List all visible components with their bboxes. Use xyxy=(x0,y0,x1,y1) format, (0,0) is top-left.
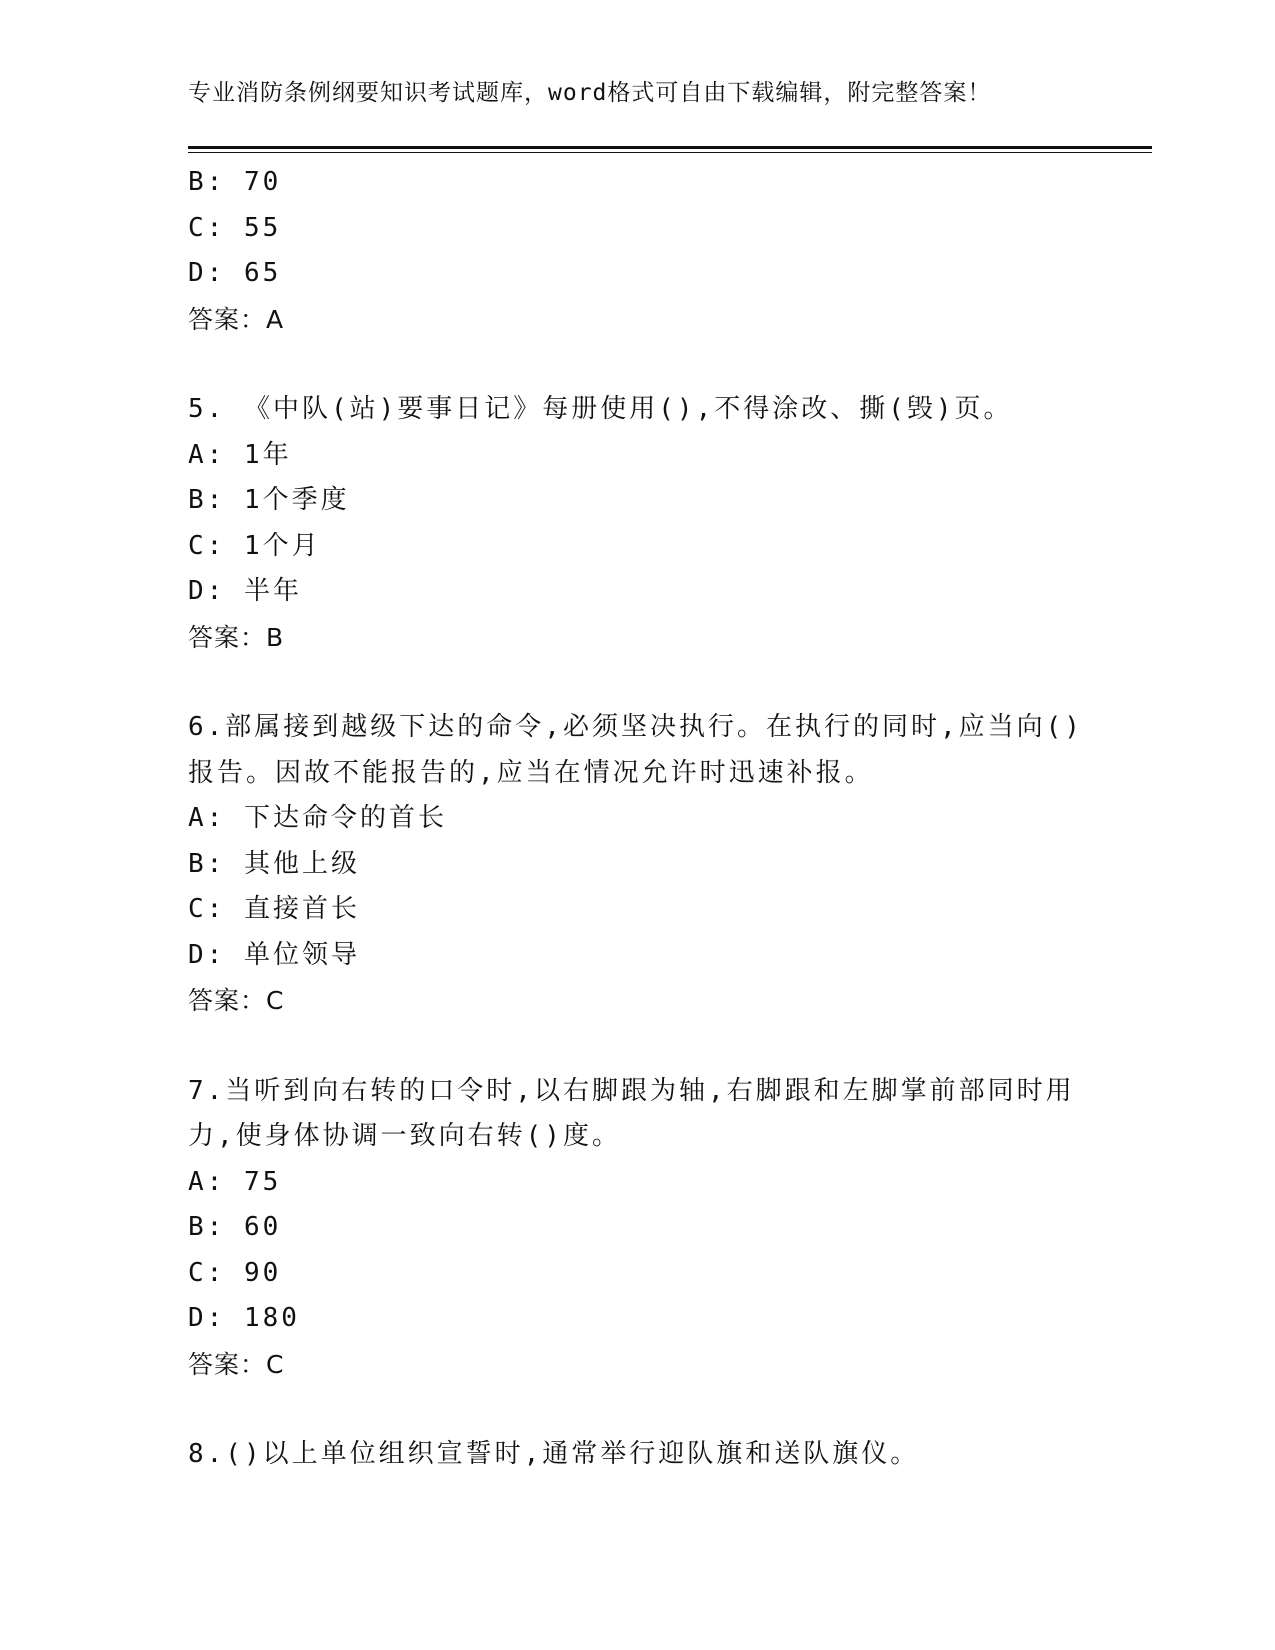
option-c: C: 1个月 xyxy=(188,530,321,561)
question-6 xyxy=(188,705,1088,1024)
option-a: A: 下达命令的首长 xyxy=(188,803,447,833)
question-stem: 力,使身体协调一致向右转()度。 xyxy=(188,1121,621,1151)
answer-line: 答案：B xyxy=(188,622,285,652)
option-d: D: 65 xyxy=(188,258,282,288)
option-b: B: 70 xyxy=(188,167,282,197)
option-c: C: 55 xyxy=(188,212,282,243)
option-c: C: 90 xyxy=(188,1257,282,1288)
question-stem: 6.部属接到越级下达的命令,必须坚决执行。在执行的同时,应当向() xyxy=(188,712,1083,742)
question-stem: 8.()以上单位组织宣誓时,通常举行迎队旗和送队旗仪。 xyxy=(188,1439,920,1469)
question-4-continued xyxy=(188,160,1088,342)
page-header-title: 专业消防条例纲要知识考试题库，word格式可自由下载编辑，附完整答案！ xyxy=(188,80,992,106)
option-d: D: 单位领导 xyxy=(188,939,360,970)
option-a: A: 1年 xyxy=(188,439,292,470)
option-b: B: 1个季度 xyxy=(188,485,350,515)
answer-line: 答案：A xyxy=(188,304,285,334)
option-b: B: 其他上级 xyxy=(188,848,360,879)
option-d: D: 半年 xyxy=(188,576,302,606)
option-b: B: 60 xyxy=(188,1212,282,1242)
header-rule-thin xyxy=(188,152,1152,153)
question-7 xyxy=(188,1069,1088,1388)
question-5 xyxy=(188,387,1088,660)
answer-line: 答案：C xyxy=(188,1349,285,1379)
question-stem: 5. 《中队(站)要事日记》每册使用(),不得涂改、撕(毁)页。 xyxy=(188,394,1013,424)
option-a: A: 75 xyxy=(188,1166,282,1197)
question-8 xyxy=(188,1432,1088,1478)
question-stem: 报告。因故不能报告的,应当在情况允许时迅速补报。 xyxy=(188,757,874,788)
option-c: C: 直接首长 xyxy=(188,894,360,924)
option-d: D: 180 xyxy=(188,1303,300,1333)
answer-line: 答案：C xyxy=(188,986,285,1015)
header-rule-thick xyxy=(188,146,1152,149)
question-list xyxy=(188,160,1088,1478)
question-stem: 7.当听到向右转的口令时,以右脚跟为轴,右脚跟和左脚掌前部同时用 xyxy=(188,1075,1075,1106)
